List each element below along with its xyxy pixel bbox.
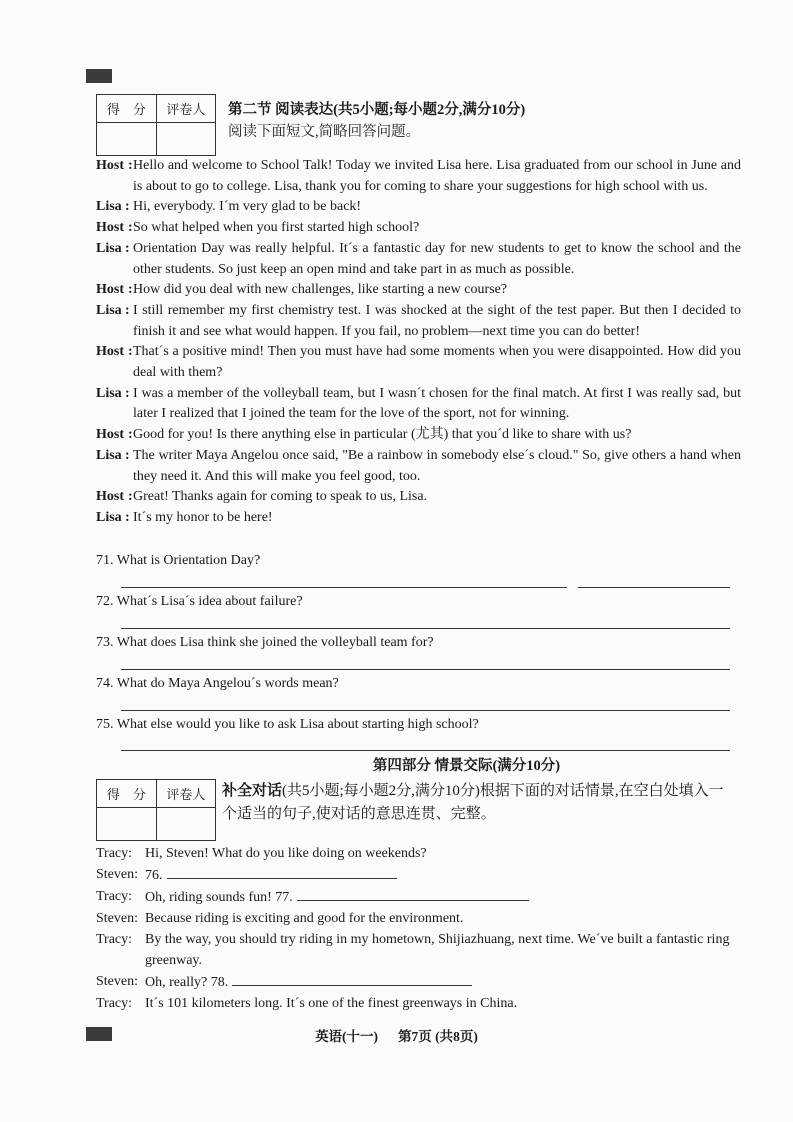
completion-turn bbox=[96, 886, 741, 908]
completion-text: It´s 101 kilometers long. It´s one of the finest greenways in China. bbox=[145, 996, 518, 1011]
grader-label: 评卷人 bbox=[156, 95, 215, 123]
grader-cell bbox=[156, 123, 215, 156]
dialogue-turn bbox=[96, 301, 741, 342]
speaker-colon: : bbox=[128, 282, 133, 298]
dialogue-turn bbox=[96, 384, 741, 425]
part4-instruction bbox=[222, 780, 737, 826]
answer-line-71a[interactable] bbox=[121, 587, 567, 588]
dialogue-turn bbox=[96, 425, 741, 446]
speaker-label: Steven: bbox=[96, 974, 138, 989]
footer-subject: 英语(十一) bbox=[315, 1029, 379, 1044]
speaker-colon: : bbox=[125, 302, 130, 318]
completion-turn bbox=[96, 971, 741, 993]
dialogue-text: Hi, everybody. I´m very glad to be back! bbox=[133, 199, 362, 215]
speaker-label: Tracy: bbox=[96, 996, 133, 1011]
question-74: 74. What do Maya Angelou´s words mean? bbox=[96, 676, 339, 691]
speaker-label: Tracy: bbox=[96, 889, 133, 904]
completion-dialogue bbox=[96, 843, 741, 1014]
speaker-label: Tracy: bbox=[96, 846, 133, 861]
dialogue-text: I still remember my first chemistry test. I was shocked at the sight of the test paper. But then I decided to finish it and see what would happen. If you fail, no problem—next time you can do better! bbox=[133, 302, 741, 339]
dialogue-turn bbox=[96, 280, 741, 301]
dialogue-text: The writer Maya Angelou once said, "Be a rainbow in somebody else´s cloud." So, give others a hand when they need it. And this will make you feel good, too. bbox=[133, 447, 741, 484]
speaker-colon: : bbox=[128, 427, 133, 443]
answer-blank[interactable] bbox=[297, 886, 529, 901]
speaker-colon: : bbox=[128, 220, 133, 236]
speaker-colon: : bbox=[128, 344, 133, 360]
reading-dialogue bbox=[96, 156, 741, 529]
speaker-colon: : bbox=[125, 385, 130, 401]
speaker-colon: : bbox=[128, 489, 133, 505]
speaker-label: Host bbox=[96, 158, 124, 173]
score-cell bbox=[97, 123, 157, 156]
answer-blank[interactable] bbox=[167, 864, 397, 879]
speaker-label: Host bbox=[96, 220, 124, 236]
dialogue-text: It´s my honor to be here! bbox=[133, 509, 273, 525]
dialogue-text: Hello and welcome to School Talk! Today we invited Lisa here. Lisa graduated from our school in June and is about to go to college. Lisa, thank you for coming to share your suggestions for high school with us. bbox=[133, 158, 741, 194]
speaker-label: Host bbox=[96, 282, 124, 298]
speaker-label: Host bbox=[96, 427, 124, 443]
dialogue-turn bbox=[96, 508, 741, 529]
footer-page: 第7页 (共8页) bbox=[398, 1029, 478, 1044]
completion-turn bbox=[96, 843, 741, 864]
dialogue-turn bbox=[96, 239, 741, 280]
speaker-label: Lisa bbox=[96, 385, 122, 401]
answer-line-73[interactable] bbox=[121, 669, 730, 670]
speaker-label: Steven: bbox=[96, 911, 138, 926]
part4-instruction-bold: 补全对话 bbox=[222, 783, 283, 799]
dialogue-text: How did you deal with new challenges, like starting a new course? bbox=[133, 282, 508, 298]
dialogue-text: Orientation Day was really helpful. It´s a fantastic day for new students to get to know the school and the other students. So just keep an open mind and take part in as much as possible. bbox=[133, 240, 741, 277]
completion-text: Oh, really? 78. bbox=[145, 975, 229, 990]
completion-text: Hi, Steven! What do you like doing on weekends? bbox=[145, 846, 427, 861]
score-box-part4 bbox=[96, 779, 216, 841]
completion-turn bbox=[96, 929, 741, 971]
answer-line-75[interactable] bbox=[121, 750, 730, 751]
speaker-colon: : bbox=[125, 240, 130, 256]
page-footer bbox=[0, 1025, 793, 1045]
grader-label: 评卷人 bbox=[156, 780, 215, 808]
question-72: 72. What´s Lisa´s idea about failure? bbox=[96, 594, 303, 609]
speaker-label: Lisa bbox=[96, 509, 122, 525]
answer-line-71b[interactable] bbox=[578, 587, 730, 588]
section2-title-bold: 第二节 阅读表达(共5小题;每小题2分,满分10分) bbox=[228, 102, 526, 118]
question-75: 75. What else would you like to ask Lisa about starting high school? bbox=[96, 717, 479, 732]
speaker-label: Steven: bbox=[96, 867, 138, 882]
dialogue-turn bbox=[96, 197, 741, 218]
dialogue-text: That´s a positive mind! Then you must have had some moments when you were disappointed. How did you deal with them? bbox=[133, 344, 741, 381]
dialogue-turn bbox=[96, 218, 741, 239]
grader-cell bbox=[156, 808, 215, 841]
score-label: 得 分 bbox=[97, 95, 157, 123]
dialogue-turn bbox=[96, 446, 741, 487]
speaker-colon: : bbox=[128, 158, 133, 173]
part4-instruction-text: (共5小题;每小题2分,满分10分)根据下面的对话情景,在空白处填入一个适当的句子,使对话的意思连贯、完整。 bbox=[222, 783, 724, 822]
speaker-label: Lisa bbox=[96, 240, 122, 256]
dialogue-turn bbox=[96, 156, 741, 197]
completion-text: Oh, riding sounds fun! 77. bbox=[145, 890, 293, 905]
completion-turn bbox=[96, 908, 741, 929]
speaker-label: Lisa bbox=[96, 447, 122, 463]
score-label: 得 分 bbox=[97, 780, 157, 808]
question-71: 71. What is Orientation Day? bbox=[96, 553, 261, 568]
section2-instruction: 阅读下面短文,简略回答问题。 bbox=[228, 124, 421, 140]
registration-mark-top bbox=[86, 69, 112, 83]
score-cell bbox=[97, 808, 157, 841]
dialogue-text: So what helped when you first started high school? bbox=[133, 220, 420, 236]
answer-line-74[interactable] bbox=[121, 710, 730, 711]
dialogue-text: I was a member of the volleyball team, but I wasn´t chosen for the final match. At first I was really sad, but later I realized that I joined the team for the love of the sport, not for winning. bbox=[133, 385, 741, 422]
speaker-colon: : bbox=[125, 509, 130, 525]
question-73: 73. What does Lisa think she joined the volleyball team for? bbox=[96, 635, 434, 650]
score-box-section2 bbox=[96, 94, 216, 156]
completion-text: By the way, you should try riding in my hometown, Shijiazhuang, next time. We´ve built a fantastic ring greenway. bbox=[145, 932, 730, 968]
completion-text: 76. bbox=[145, 868, 163, 883]
speaker-label: Tracy: bbox=[96, 932, 133, 947]
speaker-colon: : bbox=[125, 447, 130, 463]
dialogue-text: Great! Thanks again for coming to speak to us, Lisa. bbox=[133, 489, 428, 505]
dialogue-text: Good for you! Is there anything else in particular (尤其) that you´d like to share with us? bbox=[133, 427, 632, 443]
completion-text: Because riding is exciting and good for the environment. bbox=[145, 911, 464, 926]
speaker-label: Host bbox=[96, 489, 124, 505]
dialogue-turn bbox=[96, 342, 741, 383]
dialogue-turn bbox=[96, 487, 741, 508]
answer-blank[interactable] bbox=[232, 971, 472, 986]
completion-turn bbox=[96, 993, 741, 1014]
speaker-colon: : bbox=[125, 199, 130, 215]
answer-line-72[interactable] bbox=[121, 628, 730, 629]
speaker-label: Lisa bbox=[96, 302, 122, 318]
speaker-label: Host bbox=[96, 344, 124, 360]
completion-turn bbox=[96, 864, 741, 886]
speaker-label: Lisa bbox=[96, 199, 122, 215]
part4-title: 第四部分 情景交际(满分10分) bbox=[372, 758, 561, 774]
section2-header bbox=[228, 99, 525, 143]
